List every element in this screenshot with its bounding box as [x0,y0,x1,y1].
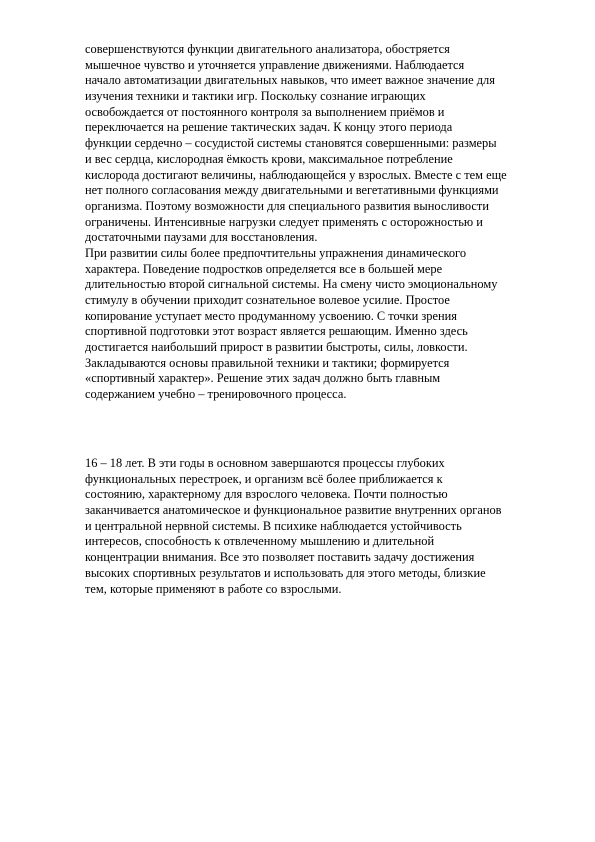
text-line: 16 – 18 лет. В эти годы в основном завершаются процессы глубоких [85,456,445,470]
text-line: и вес сердца, кислородная ёмкость крови, максимальное потребление [85,151,453,166]
text-line: функции сердечно – сосудистой системы становятся совершенными: размеры [85,136,497,151]
text-line: переключается на решение тактических задач. К концу этого периода [85,120,453,135]
text-line: мышечное чувство и уточняется управление движениями. Наблюдается [85,57,465,72]
text-line: кислорода достигают величины, наблюдающейся у взрослых. Вместе с тем еще [85,167,507,182]
text-line: и центральной нервной системы. В психике наблюдается устойчивость [85,518,462,533]
text-line: освобождается от постоянного контроля за выполнением приёмов и [85,104,445,119]
text-line: интересов, способность к отвлеченному мышлению и длительной [85,534,435,549]
text-line: высоких спортивных результатов и использовать для этого методы, близкие [85,565,486,580]
text-line: ограничены. Интенсивные нагрузки следует применять с осторожностью и [85,214,483,229]
paragraph-adolescence [85,42,565,403]
text-line: копирование уступает место продуманному усвоению. С точки зрения [85,308,457,323]
text-line: нет полного согласования между двигательными и вегетативными функциями [85,183,499,198]
text-line: достигается наибольший прирост в развитии быстроты, силы, ловкости. [85,340,468,355]
text-line: заканчивается анатомическое и функциональное развитие внутренних органов [85,503,502,518]
text-line: Закладываются основы правильной техники и тактики; формируется [85,355,450,370]
text-line: достаточными паузами для восстановления. [85,230,318,245]
text-line: совершенствуются функции двигательного анализатора, обостряется [85,42,450,56]
text-line: концентрации внимания. Все это позволяет поставить задачу достижения [85,550,475,565]
text-line: «спортивный характер». Решение этих задач должно быть главным [85,371,441,386]
text-line: содержанием учебно – тренировочного процесса. [85,387,347,402]
text-line: тем, которые применяют в работе со взрослыми. [85,581,342,596]
text-line: При развитии силы более предпочтительны упражнения динамического [85,245,467,260]
text-line: характера. Поведение подростков определяется все в большей мере [85,261,443,276]
text-line: длительностью второй сигнальной системы. На смену чисто эмоциональному [85,277,498,292]
paragraph-16-18-years [85,456,565,597]
text-line: состоянию, характерному для взрослого человека. Почти полностью [85,487,448,502]
text-line: функциональных перестроек, и организм всё более приближается к [85,471,443,486]
text-line: изучения техники и тактики игр. Поскольку сознание играющих [85,89,426,104]
text-line: спортивной подготовки этот возраст является решающим. Именно здесь [85,324,468,339]
text-line: стимулу в обучении приходит сознательное волевое усилие. Простое [85,293,450,307]
text-line: организма. Поэтому возможности для специального развития выносливости [85,198,489,213]
text-line: начало автоматизации двигательных навыков, что имеет важное значение для [85,73,495,88]
